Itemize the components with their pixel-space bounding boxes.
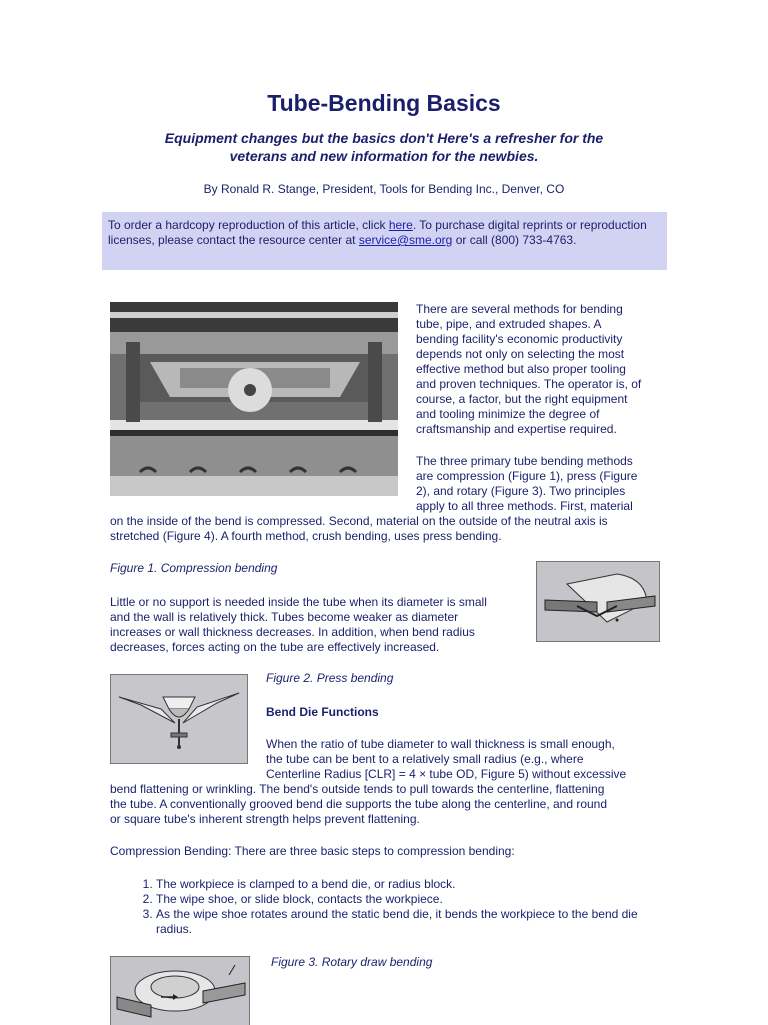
bend-die-line: Centerline Radius [CLR] = 4 × tube OD, Figure 5) without excessive bbox=[266, 767, 627, 781]
support-line: Little or no support is needed inside the tube when its diameter is small bbox=[110, 595, 487, 609]
intro-line: are compression (Figure 1), press (Figure bbox=[416, 469, 638, 483]
subtitle-line-2: veterans and new information for the newbies. bbox=[229, 148, 539, 164]
bend-die-line: bend flattening or wrinkling. The bend's outside tends to pull towards the centerline, flattening bbox=[110, 782, 605, 796]
figure-3-diagram bbox=[110, 956, 250, 1025]
intro-line: on the inside of the bend is compressed. Second, material on the outside of the neutral axis is bbox=[110, 514, 608, 528]
hardcopy-link[interactable]: here bbox=[388, 218, 413, 232]
figure-2-diagram bbox=[110, 674, 248, 764]
intro-line: stretched (Figure 4). A fourth method, crush bending, uses press bending. bbox=[110, 529, 502, 543]
email-link[interactable]: service@sme.org bbox=[358, 233, 453, 247]
bend-die-paragraph-right bbox=[266, 737, 666, 782]
intro-line: bending facility's economic productivity bbox=[416, 332, 623, 346]
bend-die-line: When the ratio of tube diameter to wall thickness is small enough, bbox=[266, 737, 615, 751]
intro-line: apply to all three methods. First, material bbox=[416, 499, 633, 513]
subtitle-line-1: Equipment changes but the basics don't Here's a refresher for the bbox=[164, 130, 604, 146]
article-subtitle bbox=[110, 129, 658, 165]
intro-line: 2), and rotary (Figure 3). Two principles bbox=[416, 484, 626, 498]
figure-2-caption: Figure 2. Press bending bbox=[266, 671, 394, 685]
figure-1-caption: Figure 1. Compression bending bbox=[110, 561, 278, 575]
intro-line: and proven techniques. The operator is, of bbox=[416, 377, 642, 391]
intro-line: and tooling minimize the degree of bbox=[416, 407, 600, 421]
notice-text-3: or call (800) 733-4763. bbox=[452, 233, 577, 247]
intro-line: There are several methods for bending bbox=[416, 302, 623, 316]
bend-die-line: or square tube's inherent strength helps prevent flattening. bbox=[110, 812, 420, 826]
intro-line: craftsmanship and expertise required. bbox=[416, 422, 617, 436]
bend-die-heading: Bend Die Functions bbox=[266, 705, 379, 719]
intro-line: course, a factor, but the right equipment bbox=[416, 392, 628, 406]
support-paragraph bbox=[110, 595, 530, 655]
step-item: 2. The wipe shoe, or slide block, contacts the workpiece. bbox=[156, 892, 655, 907]
intro-line: tube, pipe, and extruded shapes. A bbox=[416, 317, 602, 331]
bend-die-line: the tube. A conventionally grooved bend die supports the tube along the centerline, and round bbox=[110, 797, 608, 811]
figure-1-diagram bbox=[536, 561, 660, 642]
support-line: and the wall is relatively thick. Tubes become weaker as diameter bbox=[110, 610, 459, 624]
intro-paragraph-1 bbox=[416, 302, 666, 437]
intro-paragraph-2-full bbox=[110, 514, 670, 544]
notice-text-2: . To purchase digital reprints or reproduction licenses, please contact the resource center at bbox=[108, 218, 647, 247]
bend-die-paragraph-full bbox=[110, 782, 670, 827]
article-title: Tube-Bending Basics bbox=[267, 90, 501, 116]
support-line: decreases, forces acting on the tube are effectively increased. bbox=[110, 640, 440, 654]
compression-steps bbox=[110, 877, 655, 937]
support-line: increases or wall thickness decreases. In addition, when bend radius bbox=[110, 625, 475, 639]
intro-line: effective method but also proper tooling bbox=[416, 362, 626, 376]
intro-line: depends not only on selecting the most bbox=[416, 347, 625, 361]
step-item: 1. The workpiece is clamped to a bend die, or radius block. bbox=[156, 877, 655, 892]
bend-die-line: the tube can be bent to a relatively small radius (e.g., where bbox=[266, 752, 584, 766]
figure-3-caption: Figure 3. Rotary draw bending bbox=[271, 955, 433, 969]
step-item: 3. As the wipe shoe rotates around the static bend die, it bends the workpiece to the bend die radius. bbox=[156, 907, 655, 937]
compression-intro: Compression Bending: There are three basic steps to compression bending: bbox=[110, 844, 515, 858]
tube-bender-photo bbox=[110, 302, 398, 496]
byline: By Ronald R. Stange, President, Tools for Bending Inc., Denver, CO bbox=[203, 182, 565, 196]
notice-text-1: To order a hardcopy reproduction of this article, click bbox=[108, 218, 389, 232]
intro-paragraph-2-right bbox=[416, 454, 666, 514]
reprint-notice bbox=[102, 212, 667, 270]
intro-line: The three primary tube bending methods bbox=[416, 454, 633, 468]
